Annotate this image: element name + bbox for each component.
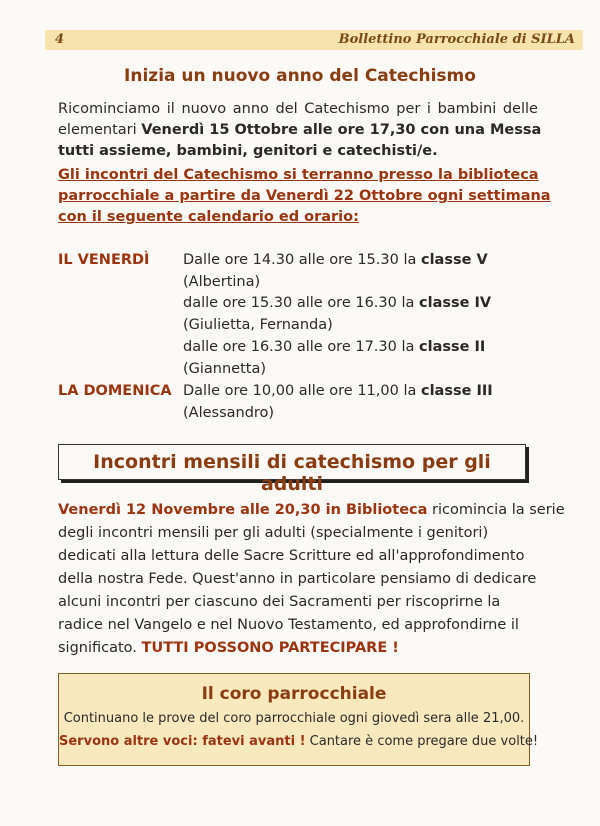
bulletin-title: Bollettino Parrocchiale di SILLA — [338, 32, 575, 47]
adult-line-7-text: significato. — [58, 640, 142, 656]
schedule-row — [183, 249, 488, 271]
adult-date: Venerdì 12 Novembre alle 20,30 in Biblioteca — [58, 502, 428, 518]
choir-call: Servono altre voci: fatevi avanti ! — [59, 734, 306, 749]
catechism-intro — [58, 99, 542, 162]
schedule-teacher: (Giulietta, Fernanda) — [183, 317, 333, 333]
choir-box — [58, 673, 539, 766]
catechism-title: Inizia un nuovo anno del Catechismo — [124, 66, 476, 86]
adult-line-2: degli incontri mensili per gli adulti (specialmente i genitori) — [58, 525, 489, 541]
friday-label: IL VENERDÌ — [58, 252, 150, 268]
adult-line-5: alcuni incontri per ciascuno dei Sacramenti per riscoprirne la — [58, 594, 501, 610]
adult-catechism-text — [58, 499, 565, 660]
schedule-time: dalle ore 15.30 alle ore 16.30 la — [183, 295, 420, 311]
choir-line-2 — [59, 734, 539, 749]
choir-title: Il coro parrocchiale — [201, 684, 387, 704]
adult-line-1 — [58, 499, 565, 522]
choir-line-1: Continuano le prove del coro parrocchiale ogni giovedì sera alle 21,00. — [63, 711, 525, 726]
schedule-row — [183, 380, 493, 402]
schedule-class: classe II — [419, 339, 486, 355]
schedule-row — [183, 292, 491, 314]
schedule-time: Dalle ore 10,00 alle ore 11,00 la — [183, 383, 421, 399]
catechism-notice — [58, 165, 551, 228]
page-number: 4 — [55, 32, 65, 47]
intro-line-3: tutti assieme, bambini, genitori e catechisti/e. — [58, 143, 438, 159]
schedule-teacher: (Giannetta) — [183, 361, 267, 377]
notice-line-3: con il seguente calendario ed orario: — [58, 209, 359, 225]
schedule-teacher: (Albertina) — [183, 274, 261, 290]
page-header — [45, 30, 583, 50]
adult-line-7 — [58, 637, 528, 660]
schedule-time: dalle ore 16.30 alle ore 17.30 la — [183, 339, 420, 355]
schedule-teacher: (Alessandro) — [183, 405, 275, 421]
adult-line-6: radice nel Vangelo e nel Nuovo Testamento, ed approfondirne il — [58, 617, 519, 633]
adult-line-1-text: ricomincia la serie — [427, 502, 565, 518]
choir-quote: Cantare è come pregare due volte! — [305, 734, 539, 749]
notice-line-2: parrocchiale a partire da Venerdì 22 Ottobre ogni settimana — [58, 188, 551, 204]
intro-line-2-text: elementari — [58, 122, 142, 138]
adult-catechism-heading-box — [58, 444, 526, 495]
notice-line-1: Gli incontri del Catechismo si terranno presso la biblioteca — [58, 167, 539, 183]
everyone-can-participate: TUTTI POSSONO PARTECIPARE ! — [141, 640, 399, 656]
schedule-class: classe IV — [419, 295, 492, 311]
adult-line-4: della nostra Fede. Quest'anno in particolare pensiamo di dedicare — [58, 571, 537, 587]
schedule-time: Dalle ore 14.30 alle ore 15.30 la — [183, 252, 421, 268]
intro-line-1: Ricominciamo il nuovo anno del Catechismo per i bambini delle — [58, 101, 538, 117]
sunday-label: LA DOMENICA — [58, 383, 172, 399]
intro-line-2 — [58, 120, 542, 141]
schedule-row — [183, 336, 485, 358]
adult-catechism-title: Incontri mensili di catechismo per gli adulti — [93, 451, 491, 495]
adult-line-3: dedicati alla lettura delle Sacre Scritture ed all'approfondimento — [58, 548, 525, 564]
intro-date: Venerdì 15 Ottobre alle ore 17,30 con una Messa — [141, 122, 542, 138]
schedule-class: classe V — [420, 252, 488, 268]
schedule-class: classe III — [420, 383, 493, 399]
